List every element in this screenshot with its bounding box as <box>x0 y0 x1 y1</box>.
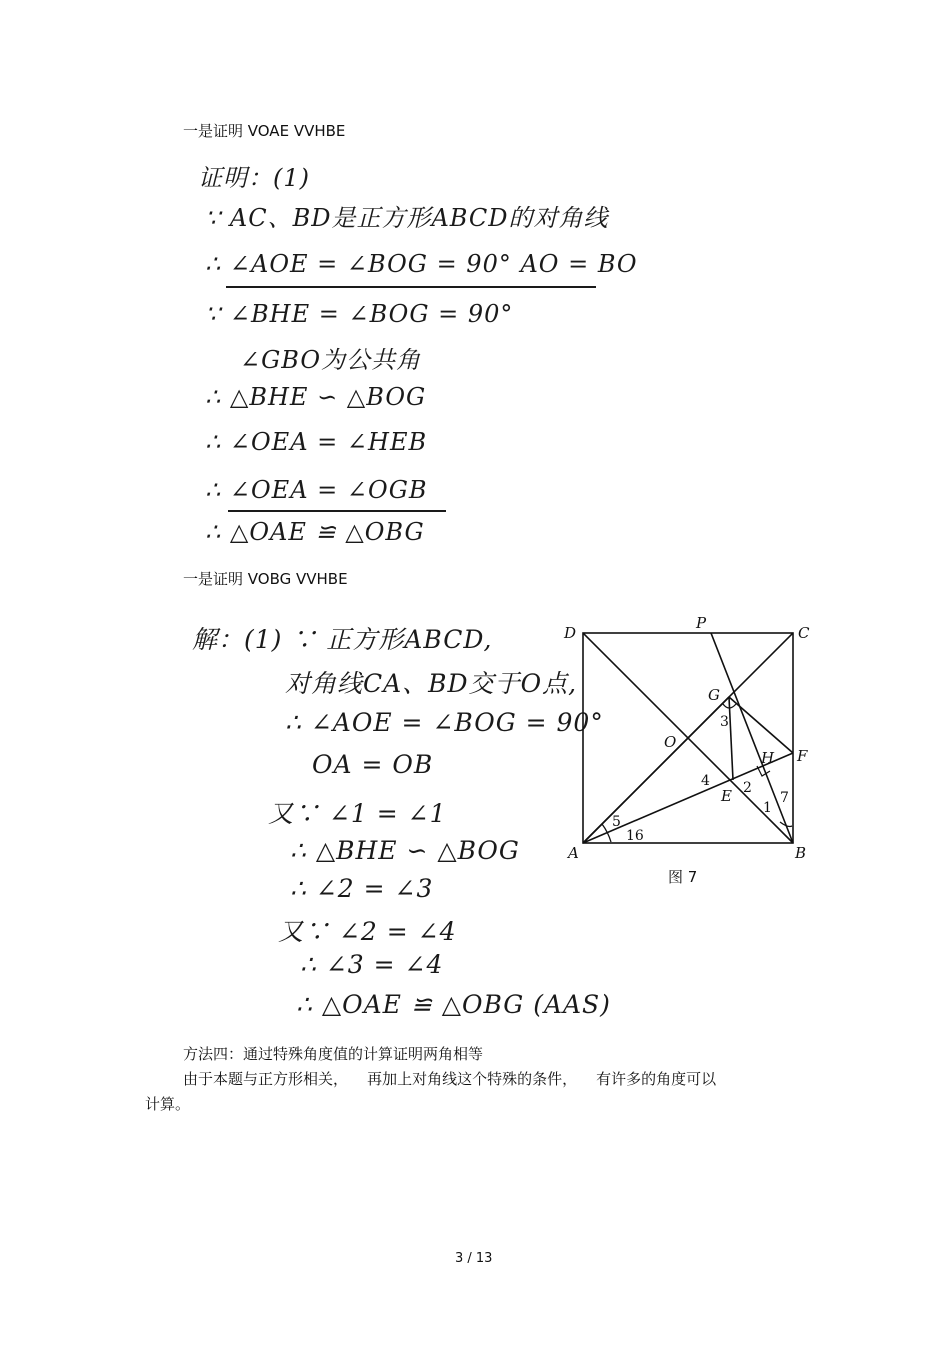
angle-number-16: 16 <box>626 828 644 844</box>
angle-number-3: 3 <box>720 714 729 730</box>
proof-2-line-5: 又∵ ∠1 = ∠1 <box>268 799 447 828</box>
segment-gf <box>729 697 793 753</box>
angle-number-7: 7 <box>780 790 789 806</box>
proof-1-line-3: ∴ ∠AOE = ∠BOG = 90° AO = BO <box>205 250 638 278</box>
proof-1-line-7: ∴ ∠OEA = ∠HEB <box>205 428 428 456</box>
angle-number-1: 1 <box>763 800 772 816</box>
proof-1-line-4: ∵ ∠BHE = ∠BOG = 90° <box>205 300 514 328</box>
vertex-g: G <box>708 686 720 704</box>
proof-2-line-6: ∴ △BHE ∽ △BOG <box>290 836 520 865</box>
proof-1-line-5: ∠GBO为公共角 <box>240 346 422 374</box>
vertex-d: D <box>564 624 577 642</box>
proof-1-line-6: ∴ △BHE ∽ △BOG <box>205 383 427 411</box>
segment-pb <box>711 633 793 843</box>
method-4-title: 方法四：通过特殊角度值的计算证明两角相等 <box>183 1045 484 1063</box>
geometry-figure <box>555 605 825 895</box>
method-4-paragraph-line-2: 计算。 <box>145 1095 191 1113</box>
proof-2-line-10: ∴ △OAE ≌ △OBG (AAS) <box>296 990 611 1019</box>
proof-2-line-1: 解：(1) ∵ 正方形ABCD, <box>192 625 493 654</box>
segment-ge <box>729 697 733 780</box>
angle-number-2: 2 <box>743 780 752 796</box>
proof-2-line-9: ∴ ∠3 = ∠4 <box>300 950 444 979</box>
section-heading-2: 一是证明 VOBG VVHBE <box>183 570 348 588</box>
proof-2-line-7: ∴ ∠2 = ∠3 <box>290 874 434 903</box>
vertex-a: A <box>568 844 579 862</box>
vertex-e: E <box>721 787 732 805</box>
vertex-f: F <box>797 747 808 765</box>
vertex-b: B <box>795 844 807 862</box>
segment-ag <box>583 697 729 843</box>
angle-number-5: 5 <box>612 814 621 830</box>
proof-1-line-2: ∵ AC、BD是正方形ABCD的对角线 <box>205 204 609 232</box>
proof-1-underline-1 <box>226 286 596 288</box>
vertex-c: C <box>798 624 810 642</box>
vertex-p: P <box>696 614 707 632</box>
proof-2-line-4: OA = OB <box>312 750 434 779</box>
proof-2-line-2: 对角线CA、BD交于O点, <box>285 669 578 698</box>
figure-caption: 图 7 <box>668 868 698 886</box>
angle-number-4: 4 <box>701 773 710 789</box>
proof-1-line-1: 证明：(1) <box>198 164 310 192</box>
proof-2-line-8: 又∵ ∠2 = ∠4 <box>278 917 457 946</box>
vertex-h: H <box>761 749 775 767</box>
proof-1-line-8: ∴ ∠OEA = ∠OGB <box>205 476 428 504</box>
proof-1-line-9: ∴ △OAE ≌ △OBG <box>205 518 425 546</box>
proof-2-line-3: ∴ ∠AOE = ∠BOG = 90° <box>285 708 604 737</box>
vertex-o: O <box>664 733 677 751</box>
proof-1-underline-2 <box>228 510 446 512</box>
section-heading-1: 一是证明 VOAE VVHBE <box>183 122 346 140</box>
method-4-paragraph-line-1: 由于本题与正方形相关， 再加上对角线这个特殊的条件， 有许多的角度可以 <box>183 1070 717 1088</box>
page-number: 3 / 13 <box>455 1251 493 1266</box>
